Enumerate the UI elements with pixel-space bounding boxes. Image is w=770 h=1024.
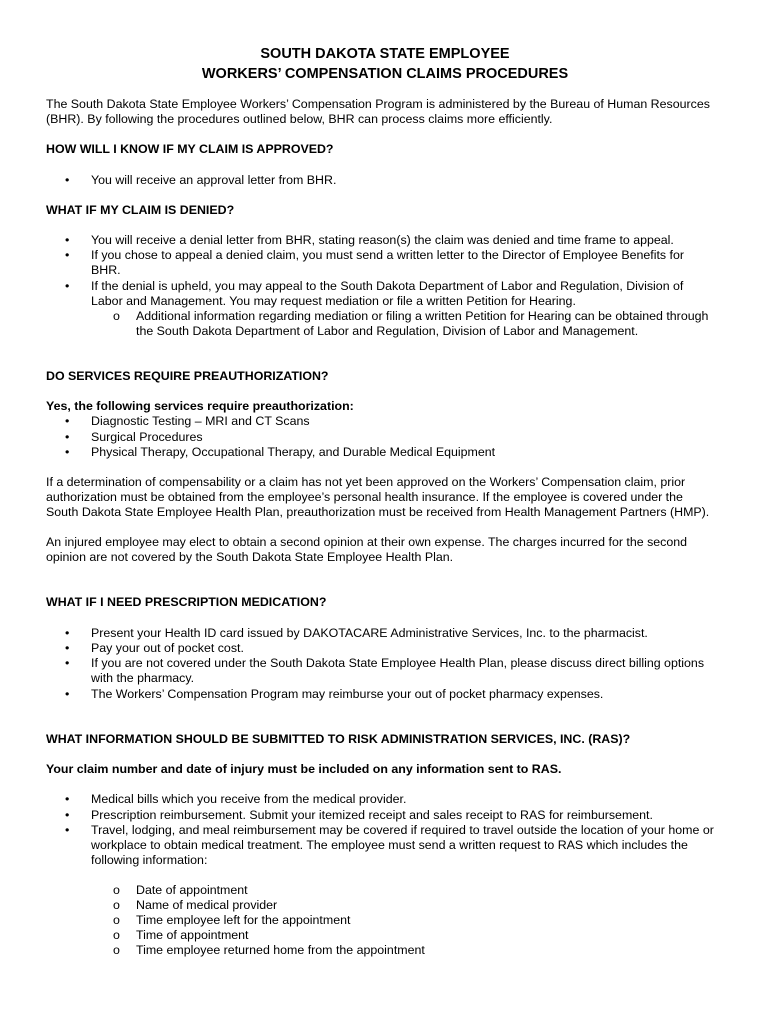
- list-item-continuation: BHR.: [91, 263, 121, 277]
- bullet-icon: •: [65, 445, 70, 459]
- intro-line-1: The South Dakota State Employee Workers’ Compensation Program is administered by the Bureau of Human Resources: [46, 97, 710, 111]
- sub-bullet-icon: o: [113, 898, 120, 912]
- bullet-icon: •: [65, 823, 70, 837]
- list-item-continuation: with the pharmacy.: [91, 671, 195, 685]
- list-item-continuation: following information:: [91, 853, 208, 867]
- preauth-subheading: Yes, the following services require preauthorization:: [46, 399, 354, 413]
- bullet-icon: •: [65, 641, 70, 655]
- list-item: You will receive a denial letter from BHR, stating reason(s) the claim was denied and time frame to appeal.: [91, 233, 674, 247]
- bullet-icon: •: [65, 792, 70, 806]
- list-item: The Workers’ Compensation Program may reimburse your out of pocket pharmacy expenses.: [91, 687, 604, 701]
- list-item: Pay your out of pocket cost.: [91, 641, 244, 655]
- sub-bullet-icon: o: [113, 309, 120, 323]
- sub-list-item: Name of medical provider: [136, 898, 278, 912]
- list-item: If you chose to appeal a denied claim, you must send a written letter to the Director of Employee Benefits for: [91, 248, 684, 262]
- approved-heading: HOW WILL I KNOW IF MY CLAIM IS APPROVED?: [46, 142, 334, 156]
- bullet-icon: •: [65, 279, 70, 293]
- denied-heading: WHAT IF MY CLAIM IS DENIED?: [46, 203, 235, 217]
- bullet-icon: •: [65, 173, 70, 187]
- sub-bullet-icon: o: [113, 928, 120, 942]
- intro-line-2: (BHR). By following the procedures outlined below, BHR can process claims more efficiently.: [46, 112, 553, 126]
- sub-list-item: Additional information regarding mediation or filing a written Petition for Hearing can be obtained through: [136, 309, 709, 323]
- bullet-icon: •: [65, 656, 70, 670]
- sub-list-item: Time employee left for the appointment: [136, 913, 351, 927]
- sub-bullet-icon: o: [113, 913, 120, 927]
- preauth-paragraph-1-line: South Dakota State Employee Health Plan, preauthorization must be received from Health Management Partners (HMP).: [46, 505, 710, 519]
- list-item: Travel, lodging, and meal reimbursement may be covered if required to travel outside the location of your home or: [91, 823, 714, 837]
- document-title-line-1: SOUTH DAKOTA STATE EMPLOYEE: [260, 46, 510, 62]
- list-item: If the denial is upheld, you may appeal to the South Dakota Department of Labor and Regulation, Division of: [91, 279, 684, 293]
- ras-heading: WHAT INFORMATION SHOULD BE SUBMITTED TO RISK ADMINISTRATION SERVICES, INC. (RAS)?: [46, 732, 631, 746]
- bullet-icon: •: [65, 687, 70, 701]
- preauth-paragraph-2-line: opinion are not covered by the South Dakota State Employee Health Plan.: [46, 550, 454, 564]
- list-item: You will receive an approval letter from BHR.: [91, 173, 337, 187]
- ras-subheading: Your claim number and date of injury must be included on any information sent to RAS.: [46, 762, 562, 776]
- list-item: Surgical Procedures: [91, 430, 203, 444]
- preauth-paragraph-1-line: authorization must be obtained from the employee’s personal health insurance. If the employee is covered under the: [46, 490, 683, 504]
- list-item: Prescription reimbursement. Submit your itemized receipt and sales receipt to RAS for reimbursement.: [91, 808, 653, 822]
- sub-bullet-icon: o: [113, 943, 120, 957]
- sub-list-item-continuation: the South Dakota Department of Labor and Regulation, Division of Labor and Management.: [136, 324, 639, 338]
- list-item: If you are not covered under the South Dakota State Employee Health Plan, please discuss direct billing options: [91, 656, 705, 670]
- list-item: Physical Therapy, Occupational Therapy, and Durable Medical Equipment: [91, 445, 496, 459]
- list-item: Diagnostic Testing – MRI and CT Scans: [91, 414, 310, 428]
- bullet-icon: •: [65, 248, 70, 262]
- preauth-heading: DO SERVICES REQUIRE PREAUTHORIZATION?: [46, 369, 329, 383]
- rx-heading: WHAT IF I NEED PRESCRIPTION MEDICATION?: [46, 595, 327, 609]
- bullet-icon: •: [65, 430, 70, 444]
- bullet-icon: •: [65, 626, 70, 640]
- list-item-continuation: workplace to obtain medical treatment. The employee must send a written request to RAS which includes the: [91, 838, 688, 852]
- list-item: Present your Health ID card issued by DAKOTACARE Administrative Services, Inc. to the pharmacist.: [91, 626, 648, 640]
- bullet-icon: •: [65, 233, 70, 247]
- sub-list-item: Time of appointment: [136, 928, 249, 942]
- bullet-icon: •: [65, 808, 70, 822]
- list-item-continuation: Labor and Management. You may request mediation or file a written Petition for Hearing.: [91, 294, 576, 308]
- preauth-paragraph-1-line: If a determination of compensability or a claim has not yet been approved on the Workers’ Compensation claim, prior: [46, 475, 686, 489]
- sub-list-item: Time employee returned home from the appointment: [136, 943, 425, 957]
- preauth-paragraph-2-line: An injured employee may elect to obtain a second opinion at their own expense. The charges incurred for the second: [46, 535, 688, 549]
- sub-list-item: Date of appointment: [136, 883, 248, 897]
- bullet-icon: •: [65, 414, 70, 428]
- document-title-line-2: WORKERS’ COMPENSATION CLAIMS PROCEDURES: [201, 66, 569, 82]
- list-item: Medical bills which you receive from the medical provider.: [91, 792, 407, 806]
- sub-bullet-icon: o: [113, 883, 120, 897]
